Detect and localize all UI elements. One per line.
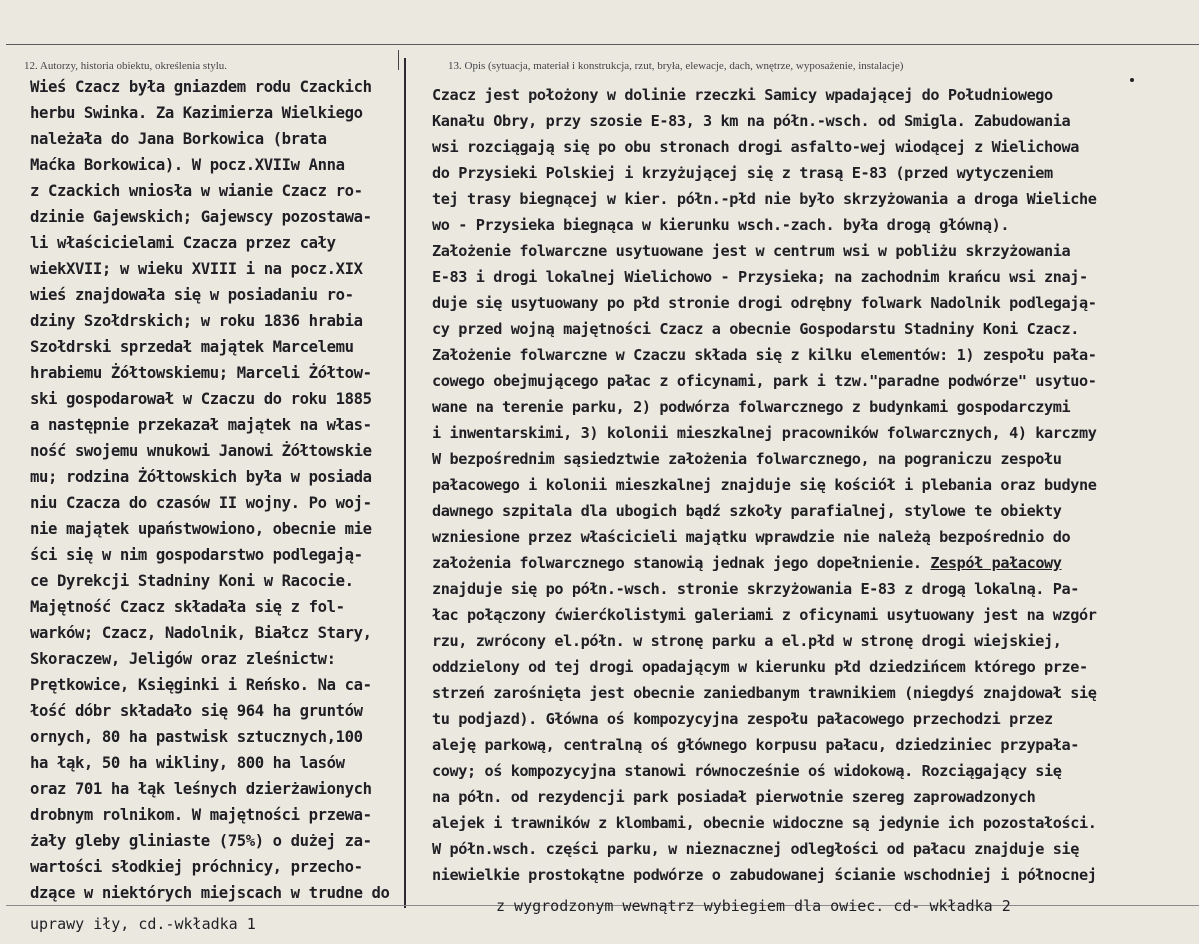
left-text-line: żały gleby gliniaste (75%) o dużej za- <box>30 832 372 850</box>
right-text-line: do Przysieki Polskiej i krzyżującej się z trasą E-83 (przed wytyczeniem <box>432 164 1053 182</box>
right-text-line: wane na terenie parku, 2) podwórza folwarcznego z budynkami gospodarczymi <box>432 398 1071 416</box>
left-footer: uprawy iły, cd.-wkładka 1 <box>30 915 256 933</box>
right-text-line: na półn. od rezydencji park posiadał pierwotnie szereg zaprowadzonych <box>432 788 1036 806</box>
left-text-line: należała do Jana Borkowica (brata <box>30 130 327 148</box>
right-text-line: W półn.wsch. części parku, w nieznacznej odległości od pałacu znajduje się <box>432 840 1080 858</box>
left-text-line: hrabiemu Żółtowskiemu; Marceli Żółtow- <box>30 364 372 382</box>
section-heading-underlined: Zespół pałacowy <box>930 554 1062 572</box>
right-text-line: wo - Przysieka biegnąca w kierunku wsch.-zach. była drogą główną). <box>432 216 1010 234</box>
right-text-line: strzeń zarośnięta jest obecnie zaniedbanym trawnikiem (niegdyś znajdował się <box>432 684 1097 702</box>
left-text-line: warków; Czacz, Nadolnik, Białcz Stary, <box>30 624 372 642</box>
left-text-line: z Czackich wniosła w wianie Czacz ro- <box>30 182 363 200</box>
right-text-line: Czacz jest położony w dolinie rzeczki Samicy wpadającej do Południowego <box>432 86 1053 104</box>
right-text-line: rzu, zwrócony el.półn. w stronę parku a el.płd w stronę drogi wiejskiej, <box>432 632 1062 650</box>
right-text-line: cy przed wojną majętności Czacz a obecnie Gospodarstu Stadniny Koni Czacz. <box>432 320 1080 338</box>
right-text-line: dawnego szpitala dla ubogich bądź szkoły parafialnej, stylowe te obiekty <box>432 502 1062 520</box>
left-text-line: niu Czacza do czasów II wojny. Po woj- <box>30 494 372 512</box>
left-text-line: wartości słodkiej próchnicy, przecho- <box>30 858 363 876</box>
left-text-line: wiekXVII; w wieku XVIII i na pocz.XIX <box>30 260 363 278</box>
right-column-header: 13. Opis (sytuacja, materiał i konstrukcja, rzut, bryła, elewacje, dach, wnętrze, wyposażenie, instalacje) <box>448 60 904 72</box>
left-text-line: ski gospodarował w Czaczu do roku 1885 <box>30 390 372 408</box>
right-text-line: W bezpośrednim sąsiedztwie założenia folwarcznego, na pograniczu zespołu <box>432 450 1062 468</box>
right-text-line: duje się usytuowany po płd stronie drogi odrębny folwark Nadolnik podlegają- <box>432 294 1097 312</box>
left-text-line: Prętkowice, Księginki i Reńsko. Na ca- <box>30 676 372 694</box>
right-text-line: E-83 i drogi lokalnej Wielichowo - Przysieka; na zachodnim krańcu wsi znaj- <box>432 268 1088 286</box>
left-text-line: łość dóbr składało się 964 ha gruntów <box>30 702 363 720</box>
left-text-line: herbu Swinka. Za Kazimierza Wielkiego <box>30 104 363 122</box>
left-text-line: ność swojemu wnukowi Janowi Żółtowskie <box>30 442 372 460</box>
left-text-line: Szołdrski sprzedał majątek Marcelemu <box>30 338 354 356</box>
left-text-line: a następnie przekazał majątek na włas- <box>30 416 372 434</box>
right-text-line: wzniesione przez właścicieli majątku wprawdzie nie należą bezpośrednio do <box>432 528 1071 546</box>
left-text-line: Wieś Czacz była gniazdem rodu Czackich <box>30 78 372 96</box>
right-text-line: Założenie folwarczne usytuowane jest w centrum wsi w pobliżu skrzyżowania <box>432 242 1071 260</box>
left-text-line: dziny Szołdrskich; w roku 1836 hrabia <box>30 312 363 330</box>
left-text-line: drobnym rolnikom. W majętności przewa- <box>30 806 372 824</box>
left-column-header: 12. Autorzy, historia obiektu, określenia stylu. <box>24 60 228 72</box>
left-text-line: ści się w nim gospodarstwo podlegają- <box>30 546 363 564</box>
ink-dot <box>1130 78 1134 82</box>
left-text-line: Skoraczew, Jeligów oraz zleśnictw: <box>30 650 336 668</box>
right-text-line: niewielkie prostokątne podwórze o zabudowanej ścianie wschodniej i północnej <box>432 866 1097 884</box>
left-text-line: oraz 701 ha łąk leśnych dzierżawionych <box>30 780 372 798</box>
line-text: założenia folwarcznego stanowią jednak jego dopełnienie. <box>432 554 931 572</box>
column-tick <box>398 50 399 70</box>
left-text-line: nie majątek upaństwowiono, obecnie mie <box>30 520 372 538</box>
left-text-line: mu; rodzina Żółtowskich była w posiada <box>30 468 372 486</box>
right-text-line: aleję parkową, centralną oś głównego korpusu pałacu, dziedziniec przypała- <box>432 736 1080 754</box>
right-text-line <box>432 554 1062 572</box>
right-text-line: i inwentarskimi, 3) kolonii mieszkalnej pracowników folwarcznych, 4) karczmy <box>432 424 1097 442</box>
right-text-line: oddzielony od tej drogi opadającym w kierunku płd dziedzińcem którego prze- <box>432 658 1088 676</box>
right-text-line: cowego obejmującego pałac z oficynami, park i tzw."paradne podwórze" usytuo- <box>432 372 1097 390</box>
left-text-line: Majętność Czacz składała się z fol- <box>30 598 345 616</box>
left-text-line: ha łąk, 50 ha wikliny, 800 ha lasów <box>30 754 345 772</box>
right-text-line: cowy; oś kompozycyjna stanowi równocześnie oś widokową. Rozciągający się <box>432 762 1062 780</box>
left-text-line: Maćka Borkowica). W pocz.XVIIw Anna <box>30 156 345 174</box>
right-text-line: alejek i trawników z klombami, obecnie widoczne są jedynie ich pozostałości. <box>432 814 1097 832</box>
left-text-line: dzące w niektórych miejscach w trudne do <box>30 884 390 902</box>
right-text-line: Kanału Obry, przy szosie E-83, 3 km na półn.-wsch. od Smigla. Zabudowania <box>432 112 1071 130</box>
right-text-line: wsi rozciągają się po obu stronach drogi asfalto-wej wiodącej z Wielichowa <box>432 138 1080 156</box>
right-footer: z wygrodzonym wewnątrz wybiegiem dla owiec. cd- wkładka 2 <box>496 897 1011 915</box>
right-text-line: znajduje się po półn.-wsch. stronie skrzyżowania E-83 z drogą lokalną. Pa- <box>432 580 1080 598</box>
left-text-line: ornych, 80 ha pastwisk sztucznych,100 <box>30 728 363 746</box>
right-text-line: tej trasy biegnącej w kier. półn.-płd nie było skrzyżowania a droga Wieliche <box>432 190 1097 208</box>
left-text-line: wieś znajdowała się w posiadaniu ro- <box>30 286 354 304</box>
right-text-line: Założenie folwarczne w Czaczu składa się z kilku elementów: 1) zespołu pała- <box>432 346 1097 364</box>
column-divider <box>404 58 406 908</box>
left-text-line: li właścicielami Czacza przez cały <box>30 234 336 252</box>
right-text-line: łac połączony ćwierćkolistymi galeriami z oficynami usytuowany jest na wzgór <box>432 606 1097 624</box>
right-text-line: tu podjazd). Główna oś kompozycyjna zespołu pałacowego przechodzi przez <box>432 710 1053 728</box>
left-text-line: ce Dyrekcji Stadniny Koni w Racocie. <box>30 572 354 590</box>
left-text-line: dzinie Gajewskich; Gajewscy pozostawa- <box>30 208 372 226</box>
header-rule <box>6 44 1199 45</box>
right-text-line: pałacowego i kolonii mieszkalnej znajduje się kościół i plebania oraz budyne <box>432 476 1097 494</box>
